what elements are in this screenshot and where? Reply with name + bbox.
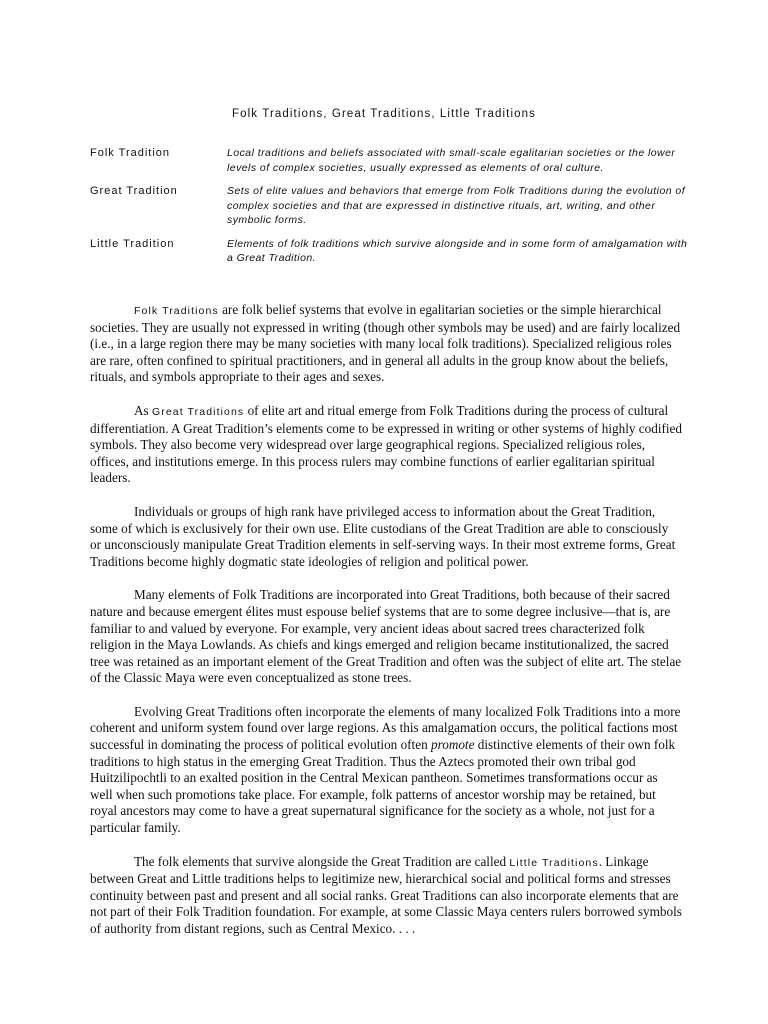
paragraph-text: Individuals or groups of high rank have privileged access to information about the Great Tradition, some of which is exclusively for their own use. Elite custodians of the Great Tradition are able to consciously or unconsciously manipulate Great Tradition elements in self-serving ways. In their most extreme forms, Great Traditions become highly dogmatic state ideologies of religion and political power. [90,503,676,569]
paragraph-text-lead: The folk elements that survive alongside the Great Tradition are called [134,853,510,869]
body-text [90,302,682,955]
paragraph-incorporation [90,587,682,687]
paragraph-folk-traditions [90,302,682,386]
paragraph-text-tail: . Linkage between Great and Little traditions helps to legitimize new, hierarchical social and political forms and stresses continuity between past and present and all social ranks. Great Traditions can also incorporate elements that are not part of their Folk Tradition foundation. For example, at some Classic Maya centers rulers borrowed symbols of authority from distant regions, such as Central Mexico. . . . [90,853,682,936]
paragraph-elite-access [90,504,682,570]
paragraph-text-lead: Evolving Great Traditions often incorporate the elements of many localized Folk Traditions into a more coherent and uniform system found over large regions. As this amalgamation occurs, the political factions most successful in dominating the process of political evolution often [90,703,681,753]
paragraph-evolving-traditions [90,704,682,837]
definition-great-tradition [90,184,690,228]
paragraph-text: Many elements of Folk Traditions are incorporated into Great Traditions, both because of their sacred nature and because emergent élites must espouse belief systems that are to some degree inclusive—that is, are familiar to and valued by everyone. For example, very ancient ideas about sacred trees characterized folk religion in the Maya Lowlands. As chiefs and kings emerged and religion became institutionalized, the sacred tree was retained as an important element of the Great Tradition and often was the subject of elite art. The stelae of the Classic Maya were even conceptualized as stone trees. [90,587,682,686]
definition-term: Great Tradition [90,185,178,197]
inline-term: Great Traditions [151,405,245,418]
definitions-list [90,146,690,275]
page-title: Folk Traditions, Great Traditions, Little Traditions [232,108,536,120]
paragraph-great-traditions [90,403,682,487]
paragraph-text-lead: As [134,402,152,418]
definition-text: Sets of elite values and behaviors that emerge from Folk Traditions during the evolution of complex societies and that are expressed in distinctive rituals, art, writing, and other symbolic forms. [227,185,686,226]
inline-term: Folk Traditions [134,305,219,317]
emphasis-word: promote [430,737,475,753]
paragraph-text: are folk belief systems that evolve in egalitarian societies or the simple hierarchical societies. They are usually not expressed in writing (though other symbols may be used) and are fairly localized (i.e., in a large region there may be many societies with many local folk traditions). Specialized religious roles are rare, often confined to spiritual practitioners, and in general all adults in the group know about the beliefs, rituals, and symbols appropriate to their ages and sexes. [90,302,681,385]
paragraph-text-tail: distinctive elements of their own folk traditions to high status in the emerging Great Tradition. Thus the Aztecs promoted their own tribal god Huitzilipochtli to an exalted position in the Central Mexican pantheon. Sometimes transformations occur as well when such promotions take place. For example, folk patterns of ancestor worship may be retained, but royal ancestors may come to have a great supernatural significance for the society as a whole, not just for a particular family. [90,737,676,836]
definition-folk-tradition [90,146,690,175]
definition-term: Folk Tradition [90,147,171,159]
inline-term: Little Traditions [509,856,599,869]
definition-term: Little Tradition [90,237,175,250]
definition-little-tradition [90,237,690,266]
paragraph-text: of elite art and ritual emerge from Folk Traditions during the process of cultural differentiation. A Great Tradition’s elements come to be expressed in writing or other systems of highly codified symbols. They also become very widespread over large geographical regions. Specialized religious roles, offices, and institutions emerge. In this process rulers may combine functions of earlier egalitarian spiritual leaders. [90,402,682,486]
definition-text: Local traditions and beliefs associated with small-scale egalitarian societies or the lower levels of complex societies, usually expressed as elements of oral culture. [227,147,676,174]
paragraph-little-traditions [90,854,682,938]
definition-text: Elements of folk traditions which survive alongside and in some form of amalgamation with a Great Tradition. [227,237,688,264]
